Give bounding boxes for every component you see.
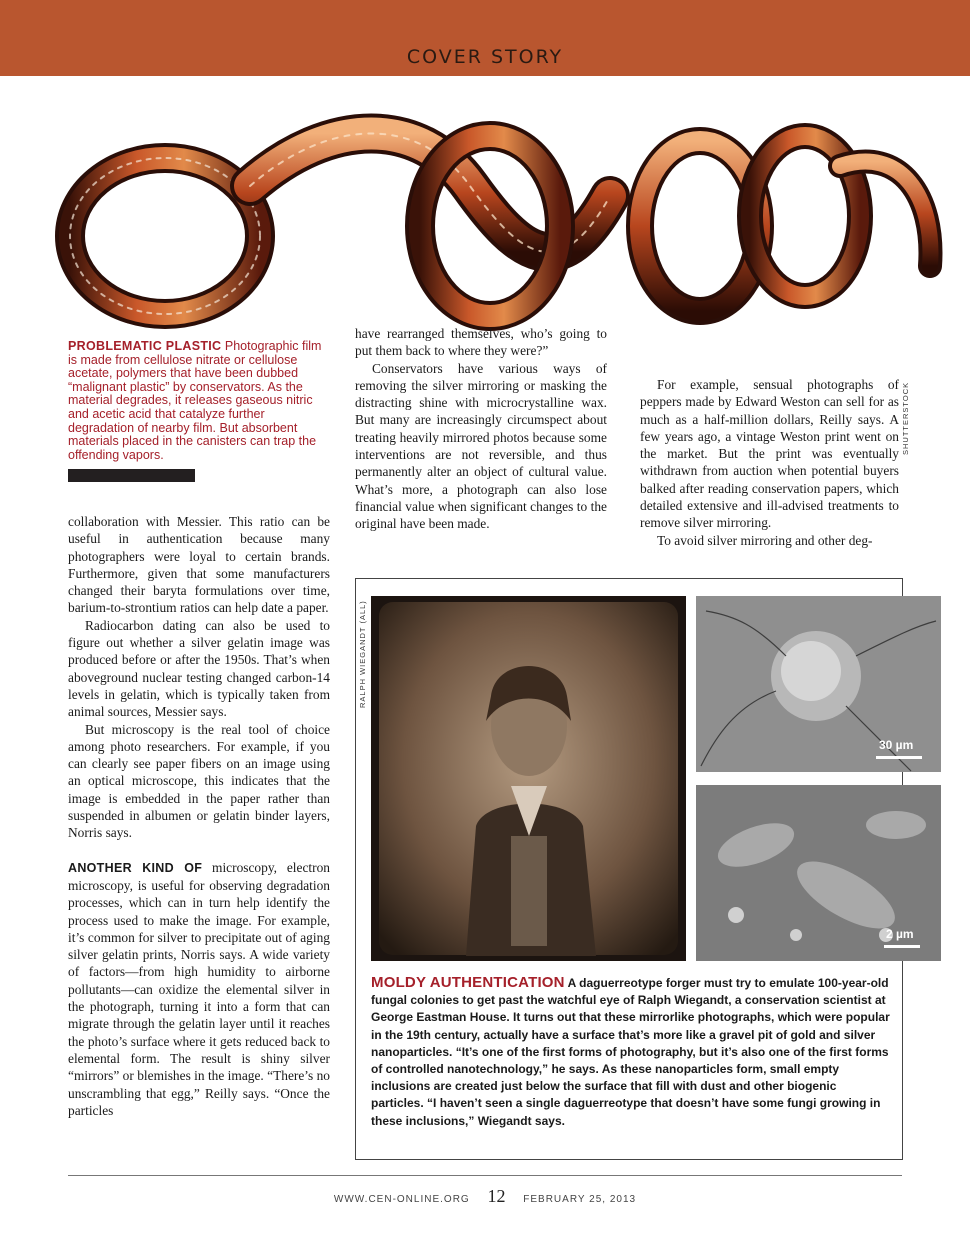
photo-credit-ralph: RALPH WIEGANDT (ALL) — [358, 600, 367, 708]
film-strip-illustration — [0, 76, 970, 346]
paragraph-section-start — [68, 859, 330, 1119]
figure-caption-text: A daguerreotype forger must try to emulate 100-year-old fungal colonies to get past the watchful eye of Ralph Wiegandt, a conservation scientist at George Eastman House. It turns out that these mirrorlike photographs, which were popular in the 19th century, actually have a surface that’s more like a gravel pit of gold and silver nanoparticles. “It’s one of the first forms of photography, but it’s also one of the first forms of controlled nanotechnology,” he says. As these nanoparticles form, small empty inclusions are created just below the surface that fill with dust and other biogenic particles. “I haven’t seen a single daguerreotype that doesn’t have some fungi growing in these inclusions,” Wiegandt says. — [371, 976, 890, 1128]
body-column-2 — [355, 325, 607, 533]
daguerreotype-photo — [371, 596, 686, 961]
film-caption — [68, 340, 330, 462]
section-title: COVER STORY — [406, 46, 564, 68]
paragraph: have rearranged themselves, who’s going to put them back to where they were?” — [355, 326, 607, 359]
scale-bar-label-30um: 30 µm — [879, 738, 914, 752]
scale-bar-label-2um: 2 µm — [886, 927, 914, 941]
paragraph: Conservators have various ways of removing the silver mirroring or masking the distracting shine with microcrystalline wax. But many are increasingly circumspect about treating heavily mirrored photos because some interventions are not reversible, and thus permanently alter an object of cultural value. What’s more, a photograph can also lose financial value when significant changes to the original have been made. — [355, 360, 607, 532]
caption-rule — [68, 469, 195, 482]
film-caption-lead: PROBLEMATIC PLASTIC — [68, 339, 222, 353]
run-in-head: ANOTHER KIND OF — [68, 860, 203, 875]
paragraph: But microscopy is the real tool of choice among photo researchers. For example, if you can clearly see paper fibers on an image using an optical microscope, this indicates that the image is embedded in the paper rather than suspended in albumen or gelatin binder layers, Norris says. — [68, 721, 330, 841]
paragraph: Radiocarbon dating can also be used to figure out whether a silver gelatin image was produced before or after the 1950s. That’s when aboveground nuclear testing changed carbon-14 levels in gelatin, which is typically taken from animal sources, Messier says. — [68, 617, 330, 720]
film-caption-text: Photographic film is made from cellulose nitrate or cellulose acetate, polymers that have been dubbed “malignant plastic” by conservators. As the material degrades, it releases gaseous nitric and acetic acid that catalyze further degradation of nearby film. But absorbent materials placed in the canisters can trap the offending vapors. — [68, 339, 322, 462]
footer-date: FEBRUARY 25, 2013 — [523, 1194, 637, 1205]
paragraph: To avoid silver mirroring and other deg- — [657, 532, 873, 548]
page-number: 12 — [487, 1186, 506, 1206]
header-band — [0, 0, 970, 76]
figure-caption — [371, 974, 891, 1130]
footer-rule — [68, 1175, 902, 1176]
photo-credit-shutterstock: SHUTTERSTOCK — [901, 381, 910, 455]
footer-url: WWW.CEN-ONLINE.ORG — [333, 1194, 470, 1205]
body-column-3 — [640, 376, 899, 549]
figure-caption-lead: MOLDY AUTHENTICATION — [371, 974, 565, 991]
paragraph: collaboration with Messier. This ratio can be useful in authentication because many photographers were loyal to certain brands. Furthermore, given that some manufacturers changed their baryta formulations over time, barium-to-strontium ratios can help date a paper. — [68, 514, 330, 616]
body-column-1 — [68, 513, 330, 1119]
paragraph: For example, sensual photographs of peppers made by Edward Weston can sell for as much as a half-million dollars, Reilly says. A few years ago, a vintage Weston print went on the market. But the print was eventually withdrawn from auction when potential buyers balked after reading conservation papers, which detailed extensive and ill-advised treatments to remove silver mirroring. — [640, 377, 899, 531]
paragraph-text: microscopy, electron microscopy, is useful for observing degradation processes, which can in turn help identify the process used to make the image. For example, it’s common for silver to precipitate out of aging silver gelatin prints, Norris says. A wide variety of factors—from high humidity to airborne pollutants—can oxidize the elemental silver in the photograph, turning it into a form that can migrate through the gelatin layer until it reaches the photo’s surface where it gets reduced back to elemental form. The result is shiny silver “mirrors” or blemishes in the image. “There’s no unscrambling that egg,” Reilly says. “Once the particles — [68, 859, 330, 1118]
page-footer — [0, 1186, 970, 1207]
